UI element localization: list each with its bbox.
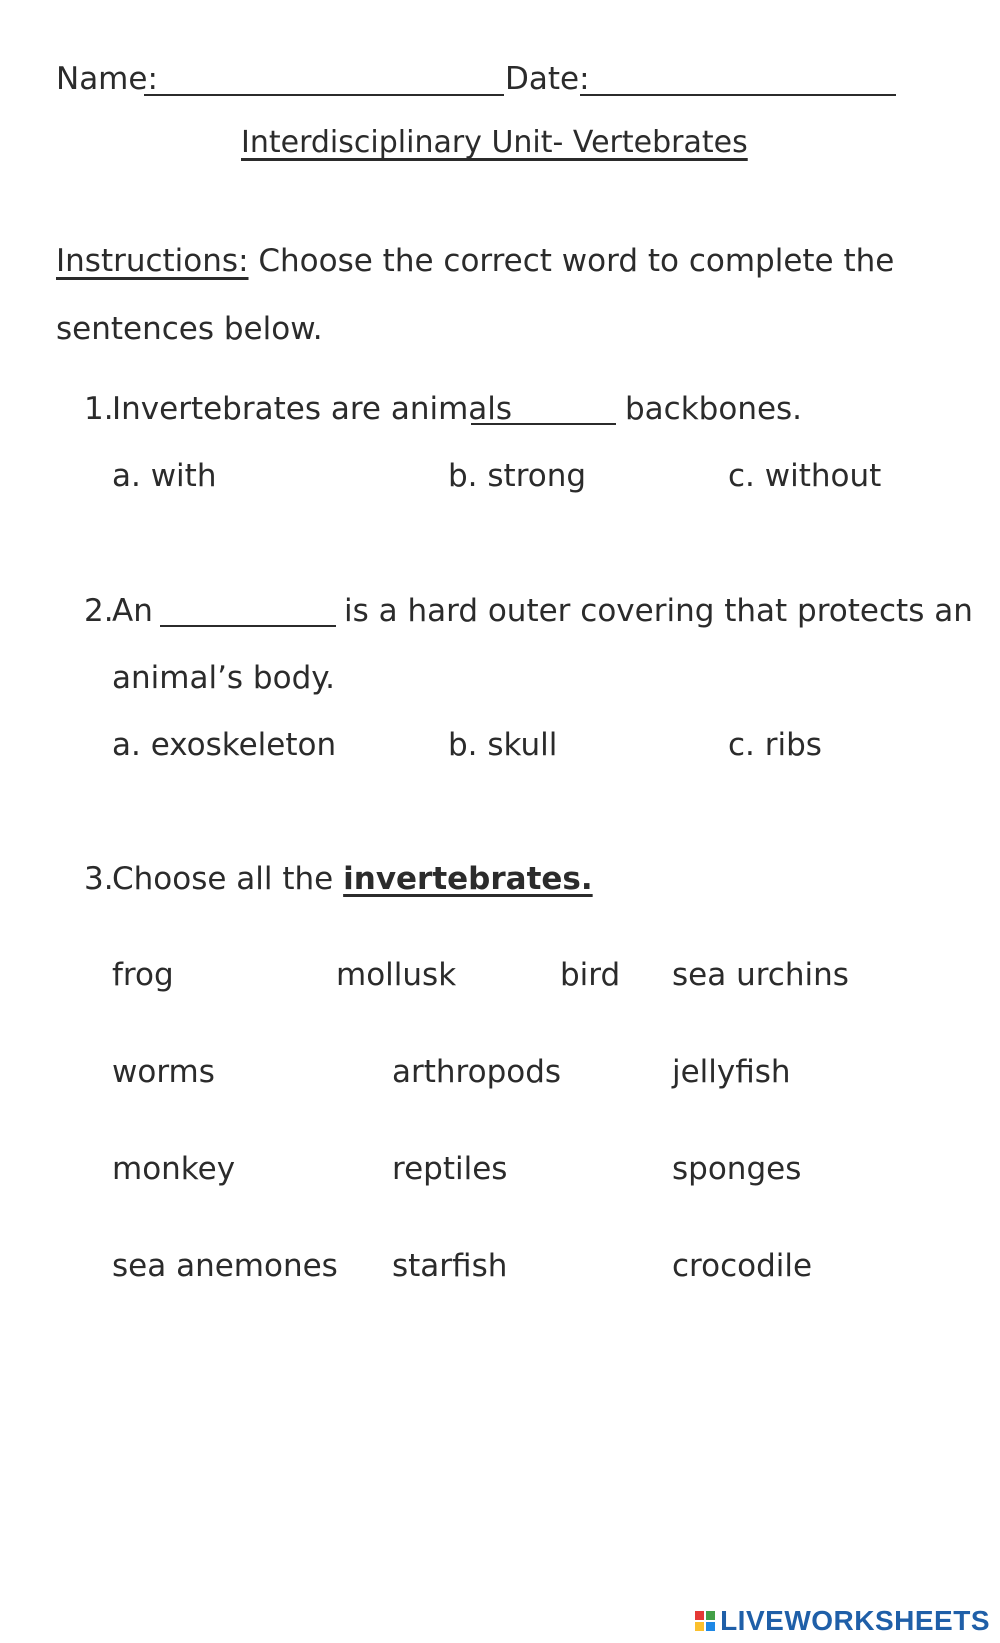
answer-option[interactable]: c. without xyxy=(728,458,882,494)
answer-option[interactable]: c. ribs xyxy=(728,727,822,763)
word-choice[interactable]: sea urchins xyxy=(672,957,849,993)
question-text xyxy=(112,861,593,897)
date-label: Date: xyxy=(505,61,590,97)
word-choice[interactable]: worms xyxy=(112,1054,215,1090)
word-choice[interactable]: crocodile xyxy=(672,1248,813,1284)
answer-blank[interactable] xyxy=(471,423,616,425)
page-title: Interdisciplinary Unit- Vertebrates xyxy=(241,125,748,160)
answer-option[interactable]: a. with xyxy=(112,458,217,494)
question-text-line2: animal’s body. xyxy=(112,660,336,696)
question-text: An xyxy=(112,593,153,629)
instructions-label: Instructions: xyxy=(56,243,249,279)
date-field[interactable] xyxy=(580,94,896,96)
name-field[interactable] xyxy=(144,94,504,96)
instructions xyxy=(56,243,895,279)
answer-option[interactable]: b. skull xyxy=(448,727,558,763)
instructions-text: Choose the correct word to complete the xyxy=(248,243,895,279)
word-choice[interactable]: frog xyxy=(112,957,174,993)
answer-option[interactable]: b. strong xyxy=(448,458,587,494)
logo-text: LIVEWORKSHEETS xyxy=(720,1605,990,1636)
question-emphasis: invertebrates. xyxy=(343,861,593,897)
name-label: Name: xyxy=(56,61,158,97)
question-text-after: backbones. xyxy=(625,391,803,427)
question-number: 2. xyxy=(84,593,114,629)
word-choice[interactable]: reptiles xyxy=(392,1151,508,1187)
question-number: 3. xyxy=(84,861,114,897)
answer-blank[interactable] xyxy=(160,625,336,627)
word-choice[interactable]: sponges xyxy=(672,1151,802,1187)
question-text-after: is a hard outer covering that protects an xyxy=(344,593,973,629)
word-choice[interactable]: bird xyxy=(560,957,621,993)
word-choice[interactable]: jellyfish xyxy=(672,1054,791,1090)
question-text: Invertebrates are animals xyxy=(112,391,513,427)
word-choice[interactable]: monkey xyxy=(112,1151,236,1187)
logo-squares-icon xyxy=(695,1611,715,1631)
word-choice[interactable]: starfish xyxy=(392,1248,508,1284)
question-number: 1. xyxy=(84,391,114,427)
word-choice[interactable]: mollusk xyxy=(336,957,457,993)
answer-option[interactable]: a. exoskeleton xyxy=(112,727,337,763)
liveworksheets-logo xyxy=(695,1605,990,1637)
word-choice[interactable]: arthropods xyxy=(392,1054,562,1090)
instructions-text-line2: sentences below. xyxy=(56,311,323,347)
question-text-lead: Choose all the xyxy=(112,861,334,897)
word-choice[interactable]: sea anemones xyxy=(112,1248,338,1284)
